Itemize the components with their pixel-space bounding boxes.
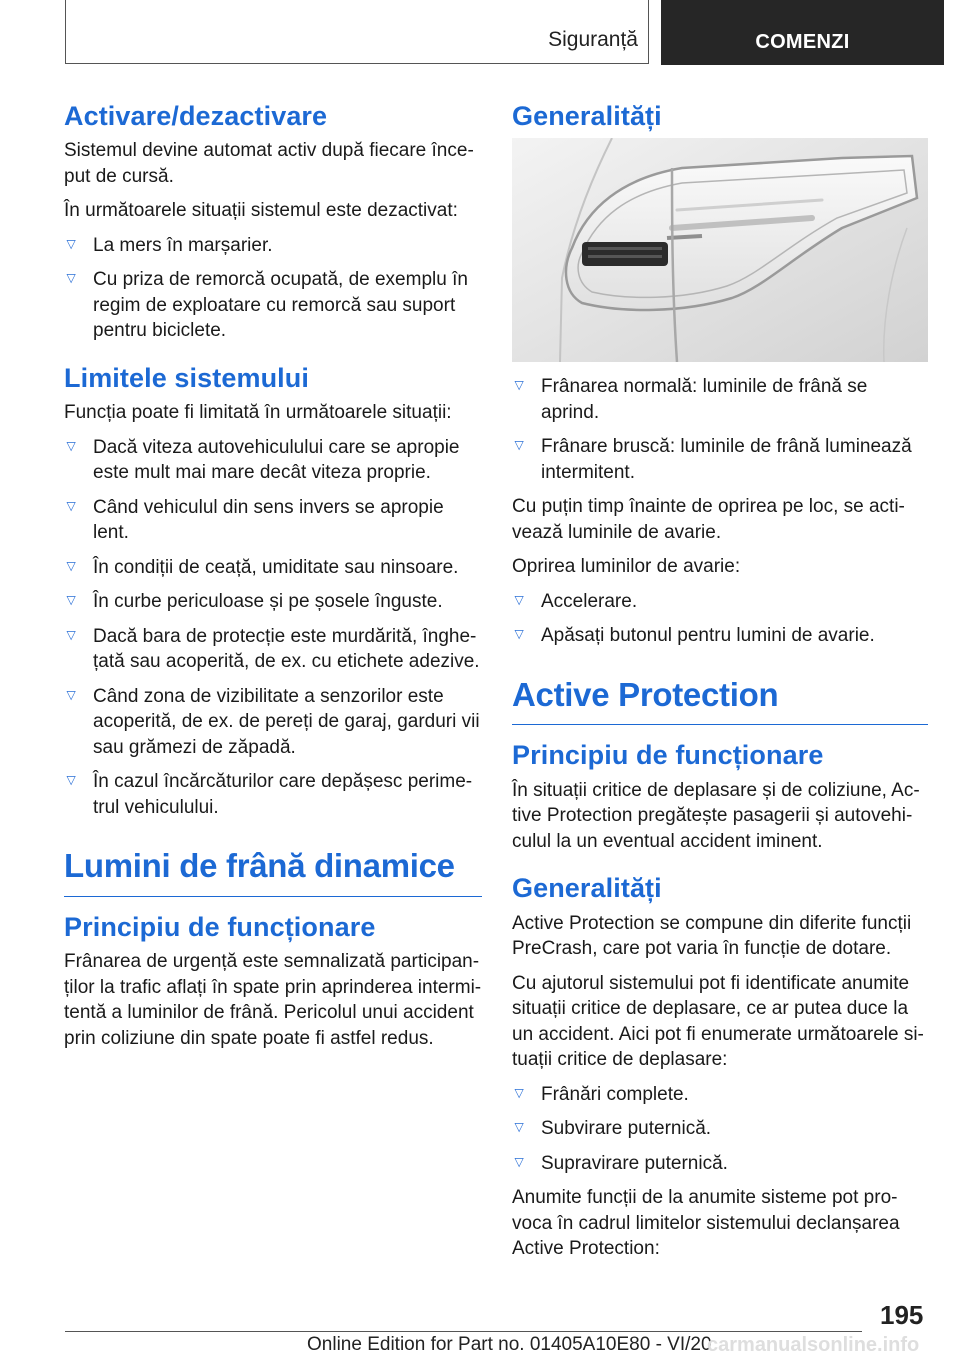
header-section-title: Siguranță bbox=[548, 28, 638, 51]
paragraph: Anumite funcții de la anumite sisteme pot pro-voca în cadrul limitelor sistemului declanșarea Active Protection: bbox=[512, 1187, 900, 1260]
footer-rule bbox=[65, 1331, 862, 1332]
paragraph: Funcția poate fi limitată în următoarele situații: bbox=[64, 402, 452, 424]
page-number: 195 bbox=[880, 1300, 924, 1330]
list-item: ▷ Accelerare. bbox=[512, 589, 928, 615]
right-column bbox=[512, 100, 928, 1271]
list-item: ▷ Frânarea normală: luminile de frână se aprind. bbox=[512, 374, 928, 425]
heading-general: Generalități bbox=[512, 873, 662, 904]
list-item: ▷ Subvirare puternică. bbox=[512, 1116, 928, 1142]
heading-active-protection: Active Protection bbox=[512, 675, 928, 726]
list-item: ▷ Supravirare puternică. bbox=[512, 1151, 928, 1177]
bullet-list bbox=[64, 233, 482, 344]
bullet-list bbox=[512, 1082, 928, 1177]
heading-limits: Limitele sistemului bbox=[64, 362, 309, 393]
header-right-rule bbox=[648, 0, 649, 64]
list-item: ▷ Dacă viteza autovehiculului care se apropie este mult mai mare decât viteza proprie. bbox=[64, 435, 482, 486]
list-item: ▷ Frânare bruscă: luminile de frână luminează intermitent. bbox=[512, 434, 928, 485]
paragraph: Oprirea luminilor de avarie: bbox=[512, 556, 741, 578]
paragraph: În următoarele situații sistemul este dezactivat: bbox=[64, 200, 458, 222]
list-item: ▷ Când zona de vizibilitate a senzorilor este acoperită, de ex. de pereți de garaj, garduri vii sau grămezi de zăpadă. bbox=[64, 684, 482, 761]
list-item: ▷ În curbe periculoase și pe șosele înguste. bbox=[64, 589, 482, 615]
paragraph: Cu ajutorul sistemului pot fi identificate anumite situații critice de deplasare, ce ar putea duce la un accident. Aici pot fi enumerate următoarele si-tuații critice de deplasare: bbox=[512, 972, 924, 1071]
list-item: ▷ Apăsați butonul pentru lumini de avarie. bbox=[512, 623, 928, 649]
bullet-list bbox=[64, 435, 482, 821]
paragraph: Cu puțin timp înainte de oprirea pe loc, se acti-vează luminile de avarie. bbox=[512, 496, 905, 543]
list-item: ▷ Cu priza de remorcă ocupată, de exemplu în regim de exploatare cu remorcă sau suport pentru biciclete. bbox=[64, 267, 482, 344]
header-left-rule bbox=[65, 0, 66, 64]
header-bottom-rule bbox=[65, 63, 649, 64]
footer-edition: Online Edition for Part no. 01405A10E80 - VI/20 bbox=[307, 1334, 712, 1355]
heading-activation: Activare/dezactivare bbox=[64, 101, 328, 131]
paragraph: Sistemul devine automat activ după fiecare înce-put de cursă. bbox=[64, 140, 474, 187]
bullet-list bbox=[512, 374, 928, 485]
paragraph: În situații critice de deplasare și de coliziune, Ac-tive Protection pregătește pasagerii și autovehi-culul la un eventual accident iminent. bbox=[512, 779, 920, 852]
left-column bbox=[64, 100, 482, 1060]
list-item: ▷ Frânări complete. bbox=[512, 1082, 928, 1108]
watermark: carmanualsonline.info bbox=[707, 1334, 920, 1356]
paragraph: Active Protection se compune din diferite funcții PreCrash, care pot varia în funcție de dotare. bbox=[512, 912, 912, 960]
bullet-list bbox=[512, 589, 928, 649]
list-item: ▷ În cazul încărcăturilor care depășesc perime-trul vehiculului. bbox=[64, 769, 482, 820]
tail-light-svg bbox=[512, 138, 928, 362]
heading-principle: Principiu de funcționare bbox=[512, 740, 824, 771]
tail-light-illustration bbox=[512, 138, 928, 362]
list-item: ▷ La mers în marșarier. bbox=[64, 233, 482, 259]
list-item: ▷ Dacă bara de protecție este murdărită, înghe-țată sau acoperită, de ex. cu etichete adezive. bbox=[64, 624, 482, 675]
heading-principle: Principiu de funcționare bbox=[64, 911, 376, 942]
heading-brake-lights: Lumini de frână dinamice bbox=[64, 846, 482, 897]
heading-general: Generalități bbox=[512, 101, 662, 131]
list-item: ▷ În condiții de ceață, umiditate sau ninsoare. bbox=[64, 555, 482, 581]
list-item: ▷ Când vehiculul din sens invers se apropie lent. bbox=[64, 495, 482, 546]
paragraph: Frânarea de urgență este semnalizată participan-ților la trafic aflați în spate prin aprinderea intermi-tentă a luminilor de frână. Pericolul unui accident prin coliziune din spate poate fi astfel redus. bbox=[64, 951, 482, 1049]
header-chapter-tab[interactable]: COMENZI bbox=[661, 0, 944, 65]
